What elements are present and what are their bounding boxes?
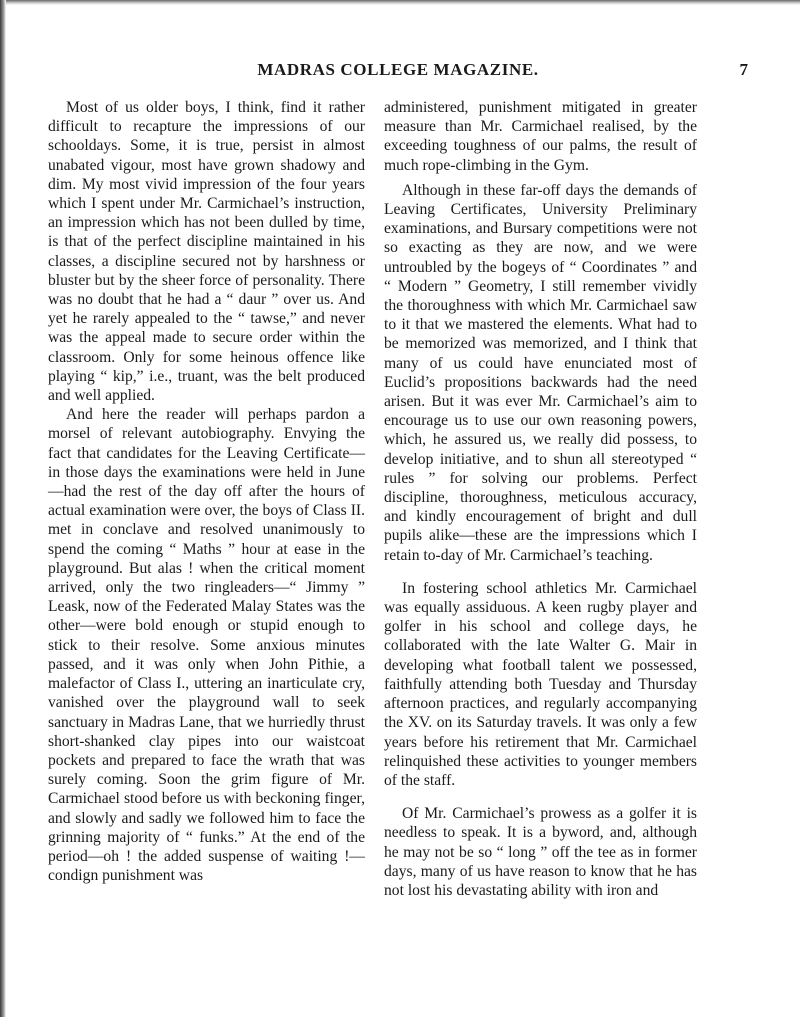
paragraph-athletics: In fostering school athletics Mr. Carmichael was equally assiduous. A keen rugby player and golfer in his school and college days, he collaborated with the late Walter G. Mair in developing what football talent we possessed, faithfully attending both Tuesday and Thursday afternoon practices, and regularly accompanying the XV. on its Saturday travels. It was only a few years before his retirement that Mr. Carmichael relinquished these activities to younger members of the staff. (384, 579, 697, 789)
page-number: 7 (739, 60, 748, 79)
paragraph-golfer: Of Mr. Carmichael’s prowess as a golfer it is needless to speak. It is a byword, and, although he may not be so “ long ” off the tee as in former days, many of us have reason to know that he has not lost his devastating ability with iron and (384, 805, 697, 899)
paragraph-autobiography: And here the reader will perhaps pardon a morsel of relevant autobiography. Envying the fact that candidates for the Leaving Certificate—in those days the examinations were held in June—had the rest of the day off after the hours of actual examination were over, the boys of Class II. met in conclave and resolved unanimously to spend the coming “ Maths ” hour at ease in the playground. But alas ! when the critical moment arrived, only the two ringleaders—“ Jimmy ” Leask, now of the Federated Malay States was the other—were bold enough or stupid enough to stick to their resolve. Some anxious minutes passed, and it was only when John Pithie, a malefactor of Class I., uttering an inarticulate cry, vanished over the playground wall to seek sanctuary in Madras Lane, that we hurriedly thrust short-shanked clay pipes into our waistcoat pockets and prepared to face the wrath that was surely coming. Soon the grim figure of Mr. Carmichael stood before us with beckoning finger, and slowly and sadly we followed him to face the grinning majority of “ funks.” At the end of the period—oh ! the added suspense of waiting !—condign punishment was (48, 406, 365, 885)
running-head: MADRAS COLLEGE MAGAZINE. (257, 60, 539, 79)
paragraph-discipline: Most of us older boys, I think, find it rather difficult to recapture the impressions of our schooldays. Some, it is true, persist in almost unabated vigour, most have grown shadowy and dim. My most vivid impression of the four years which I spent under Mr. Carmichael’s instruction, an impression which has not been dulled by time, is that of the perfect discipline maintained in his classes, a discipline secured not by harshness or bluster but by the sheer force of personality. There was no doubt that he had a “ daur ” over us. And yet he rarely appealed to the “ tawse,” and never was the appeal made to secure order within the classroom. Only for some heinous offence like playing “ kip,” i.e., truant, was the belt produced and well applied. (48, 99, 365, 405)
paragraph-thoroughness: Although in these far-off days the demands of Leaving Certificates, University Preliminary examinations, and Bursary competitions were not so exacting as they are now, and we were untroubled by the bogeys of “ Coordinates ” and “ Modern ” Geometry, I still remember vividly the thoroughness with which Mr. Carmichael saw to it that we mastered the elements. What had to be memorized was memorized, and I think that many of us could have enunciated most of Euclid’s propositions backwards had the need arisen. But it was ever Mr. Carmichael’s aim to encourage us to use our own reasoning powers, which, he assured us, we really did possess, to develop initiative, and to shun all stereotyped “ rules ” for solving our problems. Perfect discipline, thoroughness, meticulous accuracy, and kindly encouragement of bright and dull pupils alike—these are the impressions which I retain to-day of Mr. Carmichael’s teaching. (384, 181, 697, 564)
scan-edge-top (0, 0, 800, 5)
paragraph-punishment-continued: administered, punishment mitigated in greater measure than Mr. Carmichael realised, by the exceeding toughness of our palms, the result of much rope-climbing in the Gym. (384, 99, 697, 174)
right-column (384, 98, 697, 900)
scan-edge-left (0, 0, 6, 1017)
left-column (48, 98, 365, 885)
page-header (48, 60, 748, 84)
